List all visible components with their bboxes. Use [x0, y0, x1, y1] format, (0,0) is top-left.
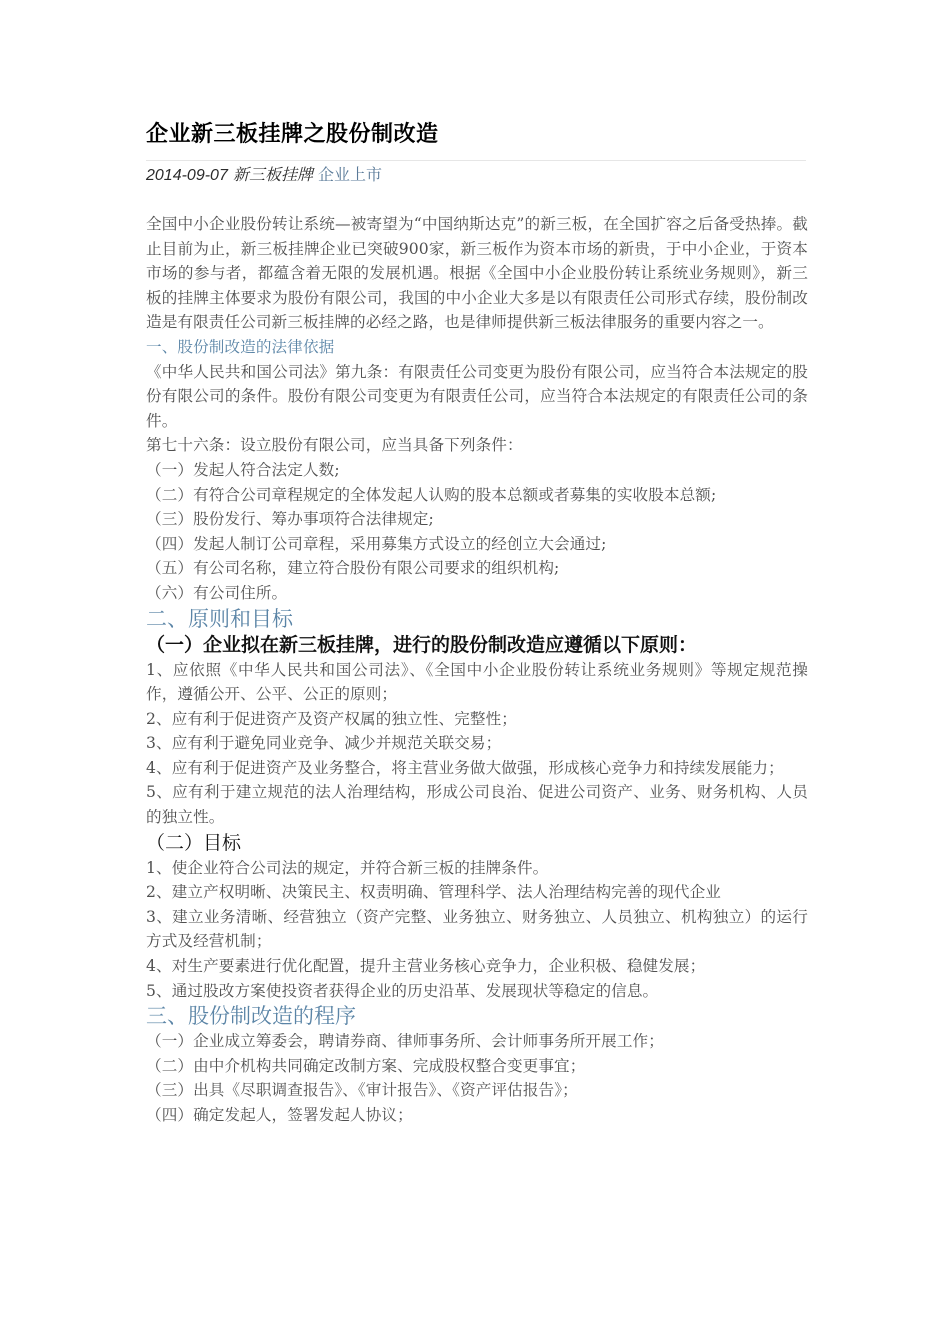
paragraph: （一）发起人符合法定人数; [146, 460, 340, 479]
paragraph: 4、应有利于促进资产及业务整合，将主营业务做大做强，形成核心竞争力和持续发展能力； [146, 758, 784, 777]
paragraph: 2、建立产权明晰、决策民主、权责明确、管理科学、法人治理结构完善的现代企业 [146, 883, 721, 902]
article-body [146, 212, 808, 1128]
paragraph: 第七十六条：设立股份有限公司，应当具备下列条件： [146, 436, 523, 455]
paragraph: 5、应有利于建立规范的法人治理结构，形成公司良治、促进公司资产、业务、财务机构、人员的独立性。 [146, 783, 808, 827]
article [146, 118, 808, 1128]
paragraph: 2、应有利于促进资产及资产权属的独立性、完整性； [146, 709, 517, 728]
article-meta [146, 163, 808, 188]
paragraph: （三）出具《尽职调查报告》、《审计报告》、《资产评估报告》； [146, 1081, 578, 1100]
paragraph: 1、应依照《中华人民共和国公司法》、《全国中小企业股份转让系统业务规则》等规定规范操作，遵循公开、公平、公正的原则； [146, 660, 808, 704]
article-date: 2014-09-07 [146, 167, 228, 184]
section-heading: 一、股份制改造的法律依据 [146, 337, 335, 356]
paragraph: （六）有公司住所。 [146, 583, 288, 602]
paragraph: （二）由中介机构共同确定改制方案、完成股权整合变更事宜； [146, 1056, 586, 1075]
paragraph: 《中华人民共和国公司法》第九条：有限责任公司变更为股份有限公司，应当符合本法规定的股份有限公司的条件。股份有限公司变更为有限责任公司，应当符合本法规定的有限责任公司的条件。 [146, 362, 808, 430]
section-heading: 二、原则和目标 [146, 606, 293, 631]
paragraph: （四）确定发起人，签署发起人协议； [146, 1106, 413, 1124]
paragraph: 全国中小企业股份转让系统—被寄望为“中国纳斯达克”的新三板，在全国扩容之后备受热捧。截止目前为止，新三板挂牌企业已突破900家，新三板作为资本市场的新贵，于中小企业，于资本市场的参与者，都蕴含着无限的发展机遇。根据《全国中小企业股份转让系统业务规则》，新三板的挂牌主体要求为股份有限公司，我国的中小企业大多是以有限责任公司形式存续，股份制改造是有限责任公司新三板挂牌的必经之路，也是律师提供新三板法律服务的重要内容之一。 [146, 215, 808, 332]
subsection-heading: （二）目标 [146, 831, 242, 854]
paragraph: （五）有公司名称，建立符合股份有限公司要求的组织机构; [146, 559, 560, 578]
section-heading: 三、股份制改造的程序 [146, 1004, 356, 1029]
article-title: 企业新三板挂牌之股份制改造 [146, 122, 439, 147]
subsection-heading: （一）企业拟在新三板挂牌，进行的股份制改造应遵循以下原则： [146, 633, 698, 656]
paragraph: 1、使企业符合公司法的规定，并符合新三板的挂牌条件。 [146, 858, 549, 877]
paragraph: 3、建立业务清晰、经营独立（资产完整、业务独立、财务独立、人员独立、机构独立）的运行方式及经营机制； [146, 907, 808, 951]
title-divider [146, 160, 806, 161]
paragraph: （二）有符合公司章程规定的全体发起人认购的股本总额或者募集的实收股本总额; [146, 485, 717, 504]
paragraph: （三）股份发行、筹办事项符合法律规定; [146, 510, 434, 529]
paragraph: （四）发起人制订公司章程，采用募集方式设立的经创立大会通过; [146, 534, 607, 553]
paragraph: 3、应有利于避免同业竞争、减少并规范关联交易； [146, 734, 502, 753]
paragraph: 4、对生产要素进行优化配置，提升主营业务核心竞争力，企业积极、稳健发展； [146, 957, 706, 976]
article-tag[interactable]: 企业上市 [318, 165, 383, 184]
paragraph: 5、通过股改方案使投资者获得企业的历史沿革、发展现状等稳定的信息。 [146, 981, 659, 1000]
paragraph: （一）企业成立筹委会，聘请券商、律师事务所、会计师事务所开展工作； [146, 1032, 664, 1051]
article-category[interactable]: 新三板挂牌 [232, 165, 313, 184]
